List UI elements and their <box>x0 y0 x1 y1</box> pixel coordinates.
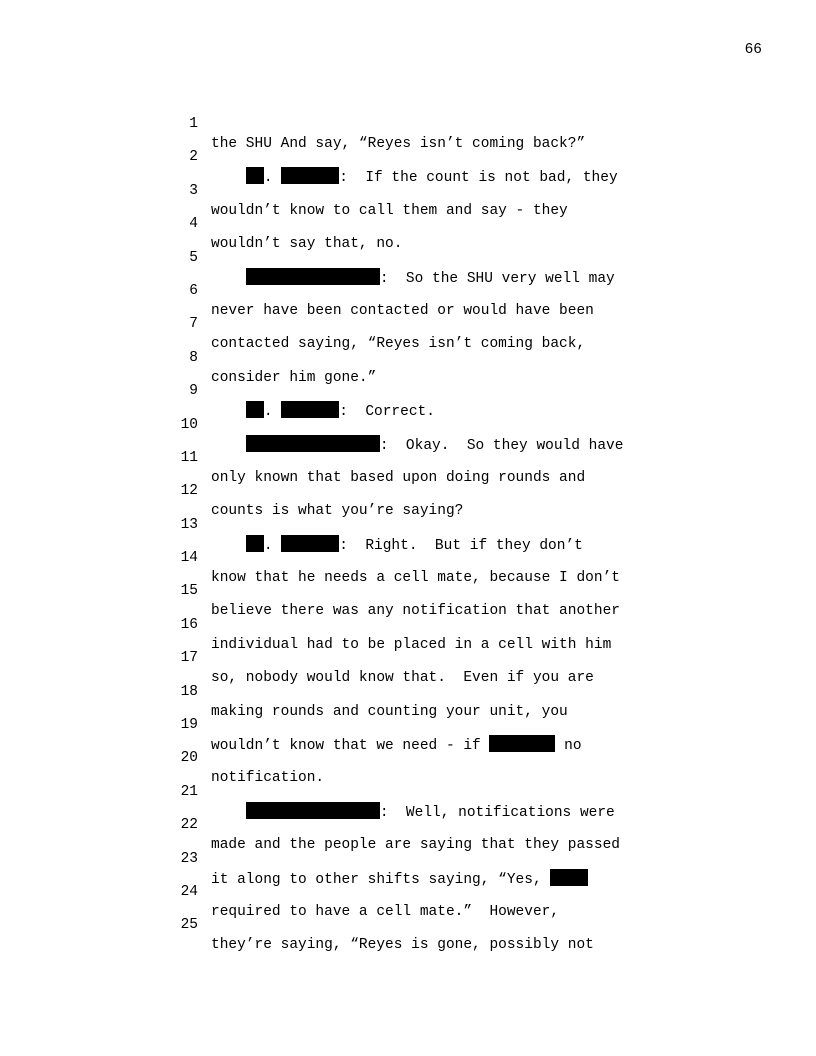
line-text: know that he needs a cell mate, because I don’t <box>211 570 620 587</box>
line-number: 6 <box>189 282 198 299</box>
transcript-line <box>170 662 690 720</box>
line-text-dot: . <box>263 537 273 554</box>
line-number: 11 <box>180 449 198 466</box>
line-number: 24 <box>180 883 198 900</box>
line-text: notification. <box>211 770 325 787</box>
line-number: 14 <box>180 550 198 567</box>
line-number: 1 <box>189 116 198 132</box>
line-text-rest: : So the SHU very well may <box>379 270 615 287</box>
transcript-line <box>170 228 690 287</box>
page-number: 66 <box>744 42 762 58</box>
transcript-line <box>170 194 690 253</box>
transcript-line <box>170 528 690 587</box>
transcript-line <box>170 495 690 554</box>
line-number: 17 <box>180 650 198 667</box>
transcript-line <box>170 829 690 888</box>
line-text-rest: : If the count is not bad, they <box>339 170 618 187</box>
line-text: only known that based upon doing rounds and <box>211 469 586 486</box>
transcript-line <box>170 395 690 454</box>
transcript-line <box>170 695 690 755</box>
transcript-line <box>170 294 690 353</box>
line-number: 13 <box>180 516 198 533</box>
line-text: making rounds and counting your unit, you <box>211 703 568 720</box>
transcript-line <box>170 461 690 520</box>
line-number: 2 <box>189 149 198 166</box>
line-text-rest: : Right. But if they don’t <box>339 537 583 554</box>
transcript-line <box>170 361 690 421</box>
line-text-rest: no <box>555 738 582 755</box>
line-number: 18 <box>180 683 198 700</box>
line-number: 21 <box>180 783 198 800</box>
line-number: 22 <box>180 817 198 834</box>
line-number: 9 <box>189 383 198 400</box>
line-text-rest: : Well, notifications were <box>379 804 615 821</box>
line-number: 23 <box>180 850 198 867</box>
line-text: never have been contacted or would have been <box>211 302 594 319</box>
transcript-line <box>170 328 690 386</box>
line-text: believe there was any notification that another <box>211 603 620 620</box>
transcript-line <box>170 428 690 486</box>
line-text: wouldn’t know to call them and say - they <box>211 202 568 219</box>
line-text: so, nobody would know that. Even if you are <box>211 670 594 687</box>
transcript-line <box>170 94 690 152</box>
transcript-line <box>170 862 690 920</box>
line-text: consider him gone.” <box>211 369 377 386</box>
line-number: 25 <box>180 917 198 934</box>
line-number: 3 <box>189 182 198 199</box>
line-text: counts is what you’re saying? <box>211 503 464 520</box>
transcript-line <box>170 595 690 653</box>
transcript-line <box>170 728 690 787</box>
line-number: 7 <box>189 316 198 333</box>
line-number: 8 <box>189 349 198 366</box>
line-text-rest: : Correct. <box>339 404 435 421</box>
line-number: 20 <box>180 750 198 767</box>
line-text: they’re saying, “Reyes is gone, possibly not <box>211 937 594 954</box>
line-text: made and the people are saying that they passed <box>211 837 620 854</box>
transcript-line <box>170 762 690 821</box>
line-number: 4 <box>189 216 198 233</box>
line-text: the SHU And say, “Reyes isn’t coming back?” <box>211 136 586 152</box>
line-text-dot: . <box>263 404 273 421</box>
line-number: 15 <box>180 583 198 600</box>
line-text-dot: . <box>263 170 273 187</box>
line-text: individual had to be placed in a cell with him <box>211 636 612 653</box>
transcript-line <box>170 161 690 219</box>
line-number: 12 <box>180 483 198 500</box>
line-number: 16 <box>180 616 198 633</box>
transcript-line <box>170 561 690 620</box>
transcript-line <box>170 895 690 954</box>
line-number: 5 <box>189 249 198 266</box>
line-text: required to have a cell mate.” However, <box>211 903 560 920</box>
transcript-body <box>170 94 690 954</box>
line-number: 19 <box>180 717 198 734</box>
transcript-line <box>170 127 690 187</box>
transcript-line <box>170 795 690 854</box>
transcript-line <box>170 261 690 319</box>
line-text-start: it along to other shifts saying, “Yes, <box>211 871 551 888</box>
line-text: contacted saying, “Reyes isn’t coming back, <box>211 336 586 353</box>
transcript-line <box>170 628 690 687</box>
line-number: 10 <box>180 416 198 433</box>
line-text-rest: : Okay. So they would have <box>379 437 624 454</box>
line-text: wouldn’t say that, no. <box>211 236 403 253</box>
line-text-start: wouldn’t know that we need - if <box>211 738 490 755</box>
